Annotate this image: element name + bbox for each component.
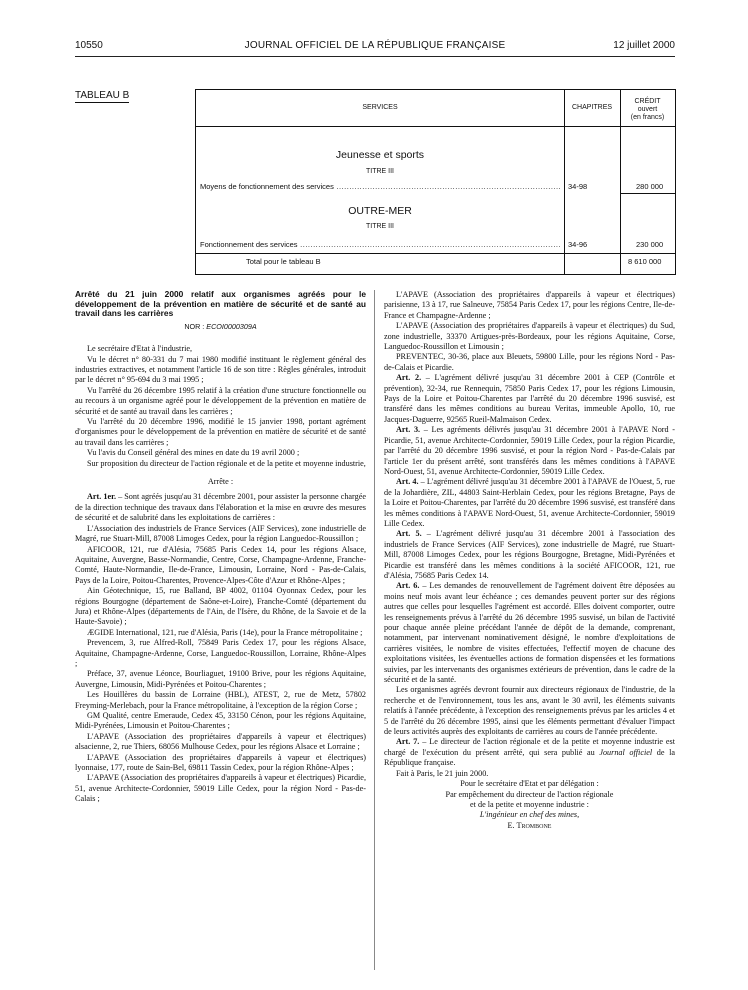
journal-name: Journal officiel (599, 747, 653, 757)
right-column (384, 290, 675, 831)
total-rule (196, 253, 675, 254)
article-4 (384, 477, 675, 529)
article-label: Art. 7. (396, 737, 420, 747)
organism-entry: L'APAVE (Association des propriétaires d'appareils à vapeur et électriques) lyonnaise, 177, route de Sain-Bel, 69811 Tassin Cedex, pour la région Rhône-Alpes ; (75, 752, 366, 773)
organism-entry: L'APAVE (Association des propriétaires d'appareils à vapeur et électriques) parisienne, 13 à 17, rue Salneuve, 75854 Paris Cedex 17, pour les régions Centre, Ile-de-France et Champagne-Ardenne ; (384, 290, 675, 320)
article-2 (384, 373, 675, 425)
article-text: – L'agrément délivré jusqu'au 31 décembre 2001 à CEP (Contrôle et prévention), 32-34, rue Rennequin, 75850 Paris Cedex 17, pour les régions Limousin, Pays de la Loire et Poitou-Charentes par l'arrêté du 20 décembre 1996 susvisé, est transféré dans les mêmes conditions au bureau Veritas, immeuble Apollo, 10, rue Jacques-Daguerre, 92565 Rueil-Malmaison Cedex. (384, 373, 675, 424)
row-label: Moyens de fonctionnement des services ..... (200, 182, 560, 191)
article-label: Art. 3. (396, 425, 421, 435)
intro-paragraph: Sur proposition du directeur de l'action régionale et de la petite et moyenne industrie, (87, 458, 366, 468)
section-subtitle: TITRE III (366, 223, 394, 230)
col-header-services: SERVICES (362, 104, 398, 111)
col-header-credit-line: ouvert (637, 106, 658, 113)
article-1 (75, 492, 366, 523)
article-text: – Les agréments délivrés jusqu'au 31 décembre 2001 à l'APAVE Nord - Picardie, 51, avenue Architecte-Cordonnier, 59019 Lille Cedex, pour la région Picardie, par l'arrêté du 20 décembre 1996 susvisé, et pour la région Nord - Pas-de-Calais par l'article 1er du présent arrêté, sont transférés dans les mêmes conditions à l'APAVE Nord-Ouest, 51, avenue Architecte-Cordonnier, 59019 Lille Cedex. (384, 425, 675, 476)
organism-entry: L'APAVE (Association des propriétaires d'appareils à vapeur et électriques) alsacienne, 2, rue Thiers, 68056 Mulhouse Cedex, pour les régions Alsace et Lorraine ; (75, 731, 366, 752)
signature-line: Par empêchement du directeur de l'action régionale (445, 789, 614, 799)
page-number: 10550 (75, 40, 103, 51)
organism-entry: Les Houillères du bassin de Lorraine (HBL), ATEST, 2, rue de Metz, 57802 Freyming-Merlebach, pour la France métropolitaine, à l'exception de la région Corse ; (75, 690, 366, 710)
article-label: Art. 5. (396, 529, 422, 539)
organism-entry: ÆGIDE International, 121, rue d'Alésia, Paris (14e), pour la France métropolitaine ; (87, 627, 363, 637)
column-divider (374, 290, 375, 970)
done-at: Fait à Paris, le 21 juin 2000. (396, 768, 489, 778)
organism-entry: L'Association des industriels de France Services (AIF Services), zone industrielle de Magré, rue Stuart-Mill, 87008 Limoges Cedex, pour la région Languedoc-Roussillon ; (75, 523, 366, 544)
intro-paragraph: Vu l'arrêté du 20 décembre 1996, modifié le 15 janvier 1998, portant agrément d'organismes pour le développement de la prévention en matière de sécurité et de santé au travail dans les carrières ; (75, 417, 366, 447)
section-title: Jeunesse et sports (335, 149, 425, 161)
article-text: – L'agrément délivré jusqu'au 31 décembre 2001 à l'association des industriels de France Services (AIF Services), zone industrielle de Magré, rue Stuart-Mill, 87008 Limoges Cedex, pour les régions Bourgogne, Bretagne, Midi-Pyrénées et Picardie est transféré dans les mêmes conditions à la société AFICOOR, 121, rue d'Alésia, 75685 Paris Cedex 14. (384, 529, 675, 580)
article-text: de la République française. (384, 747, 675, 768)
row-label: Fonctionnement des services ..... (200, 240, 560, 249)
header-rule (75, 56, 675, 57)
arrete-heading: Arrête : (207, 477, 234, 487)
article-text: – Le directeur de l'action régionale et de la petite et moyenne industrie est chargé de l'exécution du présent arrêté, qui sera publié au (384, 737, 675, 757)
article-text: – Sont agréés jusqu'au 31 décembre 2001, pour assister la personne chargée de la direction technique des travaux dans l'élaboration et la mise en œuvre des mesures de sécurité et de salubrité dans les exploitations de carrières : (75, 492, 366, 523)
organism-entry: L'APAVE (Association des propriétaires d'appareils à vapeur et électriques) Picardie, 51, avenue Architecte-Cordonnier, 59019 Lille Cedex, pour la région Nord - Pas-de-Calais ; (75, 773, 366, 804)
col-header-credit-line: (en francs) (630, 114, 665, 121)
article-label: Art. 6. (396, 581, 420, 591)
signatory-name: E. Trombone (507, 820, 552, 830)
section-subtitle: TITRE III (366, 168, 394, 175)
article-text: – Les demandes de renouvellement de l'agrément doivent être déposées au moins neuf mois avant leur échéance ; ces demandes peuvent porter sur des régions autres que celles pour lesquelles l'agrément est accordé. Elles doivent comporter, outre les renseignements prévus à l'arrêté du 26 décembre 1995 susvisé, un bilan de l'activité pour chaque année pleine précédant l'année de dépôt de la demande, comprenant, notamment, par intervenant nominativement désigné, le nombre d'exploitations de carrières visitées, le nombre de visites effectuées, l'effectif moyen de chacune des exploitations visitées, les éventuelles actions de formation dispensées et les formations suivies, par les intervenants des organismes extérieurs de prévention, dans le cadre de la sécurité et de la santé. (384, 581, 676, 685)
signature-line: L'ingénieur en chef des mines, (479, 810, 580, 820)
table-divider (564, 90, 565, 274)
section-title: OUTRE-MER (348, 205, 412, 217)
issue-date: 12 juillet 2000 (613, 40, 675, 51)
credit-table (195, 89, 676, 275)
col-header-chapitres: CHAPITRES (571, 104, 613, 111)
article-title: Arrêté du 21 juin 2000 relatif aux organismes agréés pour le développement de la prévention en matière de sécurité et de santé au travail dans les carrières (75, 289, 366, 319)
intro-paragraph: Vu l'arrêté du 26 décembre 1995 relatif à la création d'une structure fonctionnelle ou au recours à un organisme agréé pour le développement de la prévention en matière de sécurité et de santé au travail dans les carrières ; (75, 385, 366, 416)
organism-entry: Ain Géotechnique, 15, rue Balland, BP 4002, 01104 Oyonnax Cedex, pour les régions Bourgogne (département de Saône-et-Loire), Franche-Comté (département du Jura) et Rhône-Alpes (départements de l'Ain, de l'Isère, du Rhône, de la Savoie et de la Haute-Savoie) ; (75, 586, 366, 627)
article-label: Art. 2. (396, 373, 422, 383)
signature-line: et de la petite et moyenne industrie : (470, 799, 589, 809)
article-text: – L'agrément délivré jusqu'au 31 décembre 2001 à l'APAVE de l'Ouest, 5, rue de la Johardière, ZIL, 44803 Saint-Herblain Cedex, pour les régions Bretagne, Pays de la Loire et Poitou-Charentes, par l'arrêté du 20 décembre 1996 susvisé, est transféré dans les mêmes conditions à l'APAVE Nord-Ouest, 51, avenue Architecte-Cordonnier, 59019 Lille Cedex. (384, 477, 675, 528)
col-header-credit (620, 98, 675, 122)
row-credit: 280 000 (636, 182, 664, 191)
total-value: 8 610 000 (628, 257, 662, 266)
page-header (75, 40, 675, 54)
article-label: Art. 4. (396, 477, 419, 487)
organism-entry: Prevencem, 3, rue Alfred-Roll, 75849 Paris Cedex 17, pour les régions Alsace, Aquitaine, Champagne-Ardenne, Corse, Languedoc-Roussillon, Lorraine, Rhône-Alpes ; (75, 638, 366, 668)
article-5 (384, 529, 675, 581)
intro-paragraph: Le secrétaire d'Etat à l'industrie, (87, 344, 193, 354)
row-chapitre: 34-96 (568, 240, 588, 249)
article-3 (384, 425, 675, 477)
journal-title: JOURNAL OFFICIEL DE LA RÉPUBLIQUE FRANÇAISE (244, 40, 506, 51)
nor-code: ECOI0000309A (206, 321, 257, 331)
row-credit: 230 000 (636, 240, 664, 249)
total-label: Total pour le tableau B (246, 257, 321, 266)
organism-entry: AFICOOR, 121, rue d'Alésia, 75685 Paris Cedex 14, pour les régions Alsace, Aquitaine, Auvergne, Basse-Normandie, Centre, Corse, Champagne-Ardenne, Franche-Comté, Haute-Normandie, Ile-de-France, Limousin, Lorraine, Nord - Pas-de-Calais, Pays de la Loire, Poitou-Charentes, Provence-Alpes-Côte d'Azur et Rhône-Alpes ; (75, 544, 366, 585)
nor-label: NOR : (184, 321, 205, 331)
intro-paragraph: Vu l'avis du Conseil général des mines en date du 19 avril 2000 ; (87, 448, 300, 458)
article-label: Art. 1er. (87, 492, 117, 502)
article-6 (384, 581, 675, 685)
organism-entry: GM Qualité, centre Emeraude, Cedex 45, 33150 Cénon, pour les régions Aquitaine, Midi-Pyrénées, Limousin et Poitou-Charentes ; (75, 711, 366, 731)
intro-paragraph: Vu le décret n° 80-331 du 7 mai 1980 modifié instituant le règlement général des industries extractives, et notamment l'article 16 de son titre : Règles générales, introduit par le décret n° 95-694 du 3 mai 1995 ; (75, 354, 366, 385)
article-6-paragraph: Les organismes agréés devront fournir aux directeurs régionaux de l'industrie, de la recherche et de l'environnement, tous les ans, avant le 30 avril, les éléments suivants relatifs à l'année précédente, à l'exception des renseignements prévus par les articles 4 et 5 de l'arrêté du 26 décembre 1995, ainsi que les éléments permettant d'évaluer l'impact de leurs activités auprès des exploitants de carrières au cours de l'année précédente. (384, 685, 675, 737)
table-label: TABLEAU B (75, 90, 130, 101)
organism-entry: PREVENTEC, 30-36, place aux Bleuets, 59800 Lille, pour les régions Nord - Pas-de-Calais et Picardie. (384, 352, 675, 372)
organism-entry: Préface, 37, avenue Léonce, Bourliaguet, 19100 Brive, pour les régions Aquitaine, Auvergne, Limousin, Midi-Pyrénées et Poitou-Charentes ; (75, 669, 366, 689)
row-chapitre: 34-98 (568, 182, 588, 191)
left-column (75, 290, 366, 805)
nor-reference (75, 322, 366, 332)
table-header-rule (196, 126, 675, 127)
subtotal-rule (620, 193, 675, 194)
organism-entry: L'APAVE (Association des propriétaires d'appareils à vapeur et électriques) du Sud, zone industrielle, 33370 Artigues-près-Bordeaux, pour les régions Aquitaine, Corse, Languedoc-Roussillon et Limousin ; (384, 321, 675, 352)
article-7 (384, 737, 675, 768)
col-header-credit-line: CRÉDIT (634, 98, 661, 105)
signature-line: Pour le secrétaire d'Etat et par délégation : (460, 779, 599, 789)
